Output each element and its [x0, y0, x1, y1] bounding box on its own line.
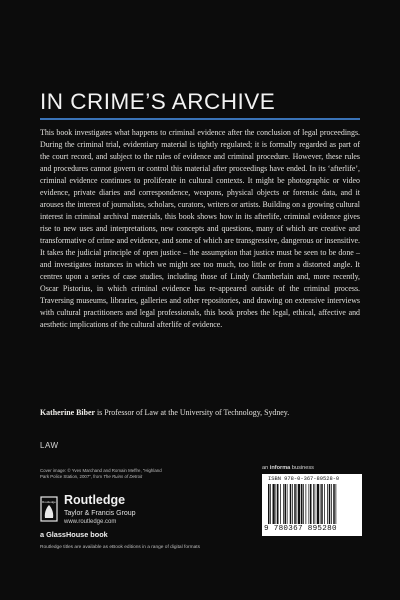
author-bio: [40, 407, 360, 419]
svg-text:Routledge: Routledge: [42, 500, 56, 504]
imprint-label: a GlassHouse book: [40, 530, 108, 539]
book-title: IN CRIME’S ARCHIVE: [40, 89, 276, 114]
publisher-url: www.routledge.com: [64, 519, 117, 525]
publisher-name: Routledge: [64, 493, 126, 507]
routledge-logo-icon: [40, 496, 58, 522]
barcode-icon: [268, 484, 356, 524]
ean-number: 9 780367 895280: [264, 525, 337, 533]
ebook-note: Routledge titles are available as eBook editions in a range of digital formats: [40, 545, 200, 550]
credit-line-2: Park Police Station, 2007”, from The Ruins of Detroit: [40, 474, 143, 479]
book-description: This book investigates what happens to criminal evidence after the conclusion of legal proceedings. During the criminal trial, evidentiary material is tightly regulated; it is formally regarded as part of the court record, and subject to the rules of evidence and criminal procedure. However, these rules and procedures cannot govern or control this material after proceedings have ended. In its ‘afterlife’, criminal evidence continues to proliferate in cultural contexts. It might be photographic or video evidence, private diaries and correspondence, weapons, physical objects or forensic data, and it arouses the interest of journalists, scholars, curators, writers or artists. Building on a growing cultural interest in criminal archival materials, this book shows how in its afterlife, criminal evidence gives rise to new uses and interpretations, new concepts and questions, many of which are creative and transformative of crime and evidence, and some of which are transgressive, dangerous or insensitive. It takes the judicial principle of open justice – the assumption that justice must be seen to be done – and investigates instances in which we might see too much, too little or from a distorted angle. It centres upon a series of case studies, including those of Lindy Chamberlain and, more recently, Oscar Pistorius, in which criminal evidence has re-appeared outside of the criminal process. Traversing museums, libraries, galleries and other repositories, and drawing on extensive interviews with cultural practitioners and legal professionals, this book probes the legal, ethical, affective and aesthetic implications of the cultural afterlife of evidence.: [40, 128, 360, 329]
isbn-barcode: [262, 474, 362, 536]
credit-line-1: Cover image: © Yves Marchand and Romain Meffre, “Highland: [40, 468, 162, 473]
title-divider: [40, 118, 360, 120]
credit-book-title: The Ruins of Detroit: [103, 474, 143, 479]
publisher-group: Taylor & Francis Group: [64, 510, 136, 517]
informa-label: an informa business: [262, 465, 314, 471]
subject-category: LAW: [40, 441, 59, 450]
isbn-number: ISBN 978-0-367-89528-0: [268, 476, 340, 482]
author-bio-text: is Professor of Law at the University of Technology, Sydney.: [95, 408, 290, 417]
cover-image-credit: [40, 468, 240, 480]
author-name: Katherine Biber: [40, 408, 96, 417]
